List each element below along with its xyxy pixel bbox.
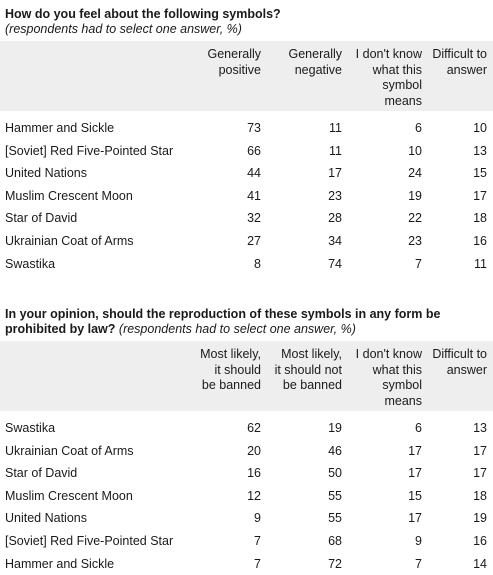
row-label: Star of David: [5, 466, 78, 481]
section1-rows: [0, 117, 493, 275]
row-label: Swastika: [5, 256, 56, 271]
cell-value: 20: [247, 443, 261, 458]
cell-value: 28: [328, 211, 342, 226]
cell-value: 73: [247, 121, 261, 135]
cell-value: 10: [473, 121, 487, 135]
cell-value: 15: [473, 166, 487, 181]
cell-value: 22: [408, 211, 422, 226]
cell-value: 17: [408, 511, 422, 526]
row-label: United Nations: [5, 511, 87, 526]
cell-value: 9: [254, 511, 261, 526]
cell-value: 19: [328, 421, 342, 435]
cell-value: 7: [254, 556, 261, 571]
row-label: Muslim Crescent Moon: [5, 488, 133, 503]
cell-value: 23: [328, 188, 342, 203]
cell-value: 8: [254, 256, 261, 271]
section2-title-line1: In your opinion, should the reproduction of these symbols in any form be: [5, 307, 441, 321]
cell-value: 14: [473, 556, 487, 571]
column-header: Generally negative: [288, 47, 342, 77]
row-label: Ukrainian Coat of Arms: [5, 443, 134, 458]
cell-value: 7: [415, 256, 422, 271]
cell-value: 16: [247, 466, 261, 481]
cell-value: 17: [408, 443, 422, 458]
cell-value: 11: [329, 121, 342, 135]
section1-heading: [0, 0, 493, 37]
row-label: Swastika: [5, 421, 56, 435]
cell-value: 13: [473, 143, 487, 158]
cell-value: 19: [408, 188, 422, 203]
cell-value: 7: [254, 533, 261, 548]
cell-value: 72: [328, 556, 342, 571]
cell-value: 18: [473, 488, 487, 503]
row-label: Hammer and Sickle: [5, 556, 115, 571]
symbols-ban-table: [0, 300, 493, 575]
row-label: [Soviet] Red Five-Pointed Star: [5, 533, 174, 548]
table-row: [0, 230, 493, 253]
table-row: [0, 417, 493, 440]
cell-value: 17: [408, 466, 422, 481]
cell-value: 11: [474, 256, 487, 271]
cell-value: 6: [415, 421, 422, 435]
table-row: [0, 140, 493, 163]
column-header: Difficult to answer: [432, 47, 487, 77]
row-label: Ukrainian Coat of Arms: [5, 233, 134, 248]
section1-column-headers: [0, 41, 493, 111]
cell-value: 19: [473, 511, 487, 526]
section2-subtitle: (respondents had to select one answer, %): [118, 322, 356, 336]
cell-value: 41: [247, 188, 261, 203]
cell-value: 11: [329, 143, 342, 158]
column-header: Most likely, it should not be banned: [274, 347, 342, 392]
row-label: United Nations: [5, 166, 87, 181]
row-label: Star of David: [5, 211, 78, 226]
cell-value: 27: [247, 233, 261, 248]
section1-subtitle: (respondents had to select one answer, %): [5, 22, 242, 36]
cell-value: 17: [473, 188, 487, 203]
cell-value: 16: [473, 533, 487, 548]
cell-value: 74: [328, 256, 342, 271]
table-row: [0, 185, 493, 208]
cell-value: 15: [408, 488, 422, 503]
table-row: [0, 207, 493, 230]
cell-value: 55: [328, 488, 342, 503]
table-row: [0, 485, 493, 508]
section2-rows: [0, 417, 493, 575]
table-row: [0, 117, 493, 140]
cell-value: 62: [247, 421, 261, 435]
column-header: Generally positive: [207, 47, 261, 77]
cell-value: 6: [415, 121, 422, 135]
row-label: Muslim Crescent Moon: [5, 188, 133, 203]
table-row: [0, 553, 493, 575]
cell-value: 23: [408, 233, 422, 248]
cell-value: 16: [473, 233, 487, 248]
section2-title-line2: prohibited by law?: [5, 322, 116, 336]
cell-value: 18: [473, 211, 487, 226]
cell-value: 10: [408, 143, 422, 158]
cell-value: 68: [328, 533, 342, 548]
cell-value: 12: [247, 488, 261, 503]
cell-value: 9: [415, 533, 422, 548]
section2-heading: [0, 300, 493, 337]
table-row: [0, 530, 493, 553]
row-label: [Soviet] Red Five-Pointed Star: [5, 143, 174, 158]
table-row: [0, 440, 493, 463]
column-header: Difficult to answer: [432, 347, 487, 377]
column-header: I don't know what this symbol means: [355, 347, 422, 408]
section1-title: How do you feel about the following symbols?: [5, 7, 281, 21]
cell-value: 17: [473, 443, 487, 458]
table-row: [0, 162, 493, 185]
cell-value: 46: [328, 443, 342, 458]
column-header: Most likely, it should be banned: [200, 347, 261, 392]
cell-value: 44: [247, 166, 261, 181]
cell-value: 24: [408, 166, 422, 181]
cell-value: 17: [328, 166, 342, 181]
table-row: [0, 507, 493, 530]
cell-value: 7: [415, 556, 422, 571]
column-header: I don't know what this symbol means: [355, 47, 422, 108]
symbols-attitude-table: [0, 0, 493, 275]
cell-value: 17: [473, 466, 487, 481]
cell-value: 50: [328, 466, 342, 481]
cell-value: 66: [247, 143, 261, 158]
row-label: Hammer and Sickle: [5, 121, 115, 135]
table-row: [0, 253, 493, 276]
table-row: [0, 462, 493, 485]
section2-column-headers: [0, 341, 493, 411]
cell-value: 13: [473, 421, 487, 435]
cell-value: 34: [328, 233, 342, 248]
cell-value: 55: [328, 511, 342, 526]
cell-value: 32: [247, 211, 261, 226]
